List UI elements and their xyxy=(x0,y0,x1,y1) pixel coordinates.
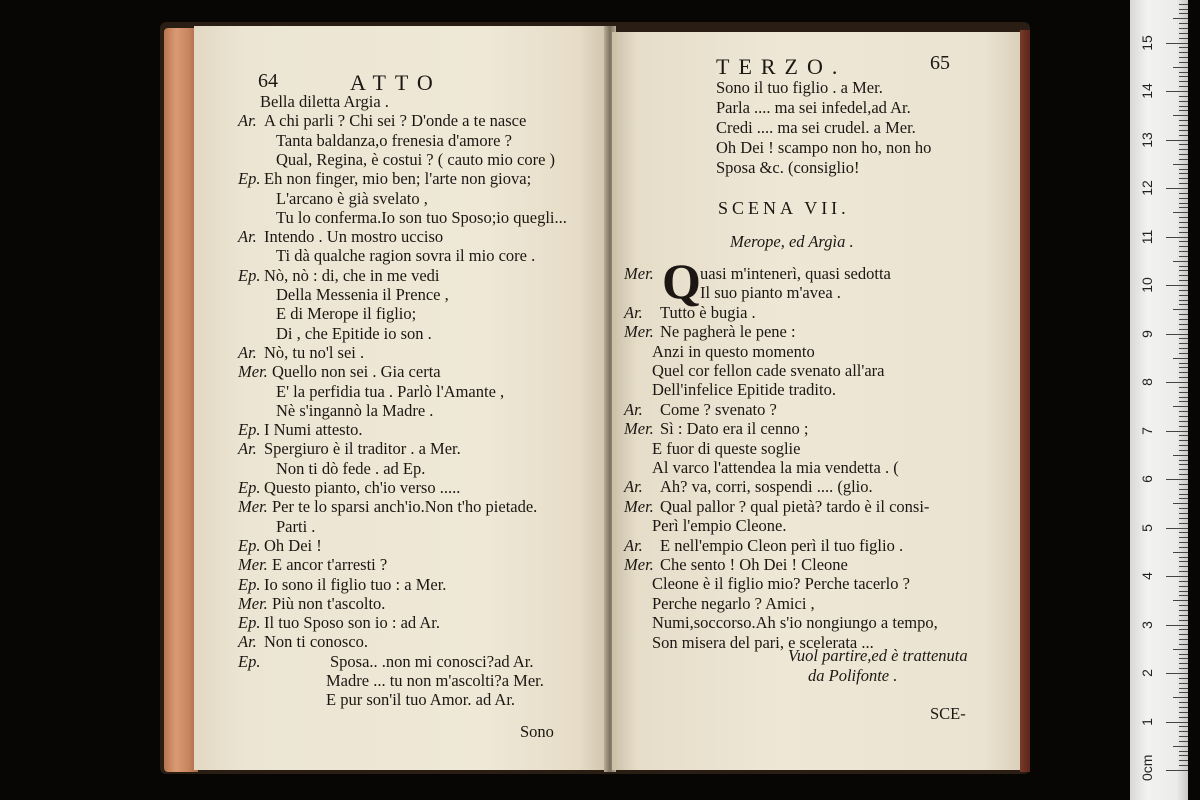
ruler-tick xyxy=(1179,678,1188,679)
ruler-tick xyxy=(1179,542,1188,543)
ruler-tick xyxy=(1179,484,1188,485)
ruler-tick xyxy=(1166,43,1188,44)
ruler-tick xyxy=(1179,159,1188,160)
ruler-tick xyxy=(1179,610,1188,611)
speaker-label: Mer. xyxy=(238,362,268,382)
verse-text: Tanta baldanza,o frenesia d'amore ? xyxy=(276,130,512,150)
verse-text: Come ? svenato ? xyxy=(660,399,777,419)
ruler-tick xyxy=(1179,615,1188,616)
ruler-tick xyxy=(1179,634,1188,635)
verse-text: Al varco l'attendea la mia vendetta . ( xyxy=(652,458,899,477)
ruler-tick xyxy=(1179,765,1188,766)
verse-text: Ah? va, corri, sospendi .... (glio. xyxy=(660,477,873,497)
ruler-tick xyxy=(1179,605,1188,606)
ruler-tick xyxy=(1179,28,1188,29)
ruler-tick xyxy=(1179,760,1188,761)
verse-text: Eh non finger, mio ben; l'arte non giova; xyxy=(264,169,532,189)
speaker-label: Mer. xyxy=(238,497,268,517)
ruler-tick xyxy=(1179,222,1188,223)
ruler-tick xyxy=(1179,392,1188,393)
ruler-tick xyxy=(1179,464,1188,465)
ruler-tick xyxy=(1166,91,1188,92)
ruler-tick xyxy=(1173,115,1188,116)
speaker-label: Mer. xyxy=(624,419,654,439)
ruler-tick xyxy=(1166,528,1188,529)
verse-text: Ti dà qualche ragion sovra il mio core . xyxy=(276,246,536,266)
ruler-tick xyxy=(1179,532,1188,533)
ruler-tick xyxy=(1179,300,1188,301)
ruler-tick xyxy=(1179,173,1188,174)
verse-text: Sì : Dato era il cenno ; xyxy=(660,419,809,439)
ruler-tick xyxy=(1179,658,1188,659)
ruler-tick xyxy=(1179,692,1188,693)
right-top-line: Credi .... ma sei crudel. a Mer. xyxy=(716,118,916,137)
ruler-tick xyxy=(1179,183,1188,184)
ruler-tick xyxy=(1179,178,1188,179)
ruler-tick xyxy=(1179,629,1188,630)
ruler-tick xyxy=(1173,649,1188,650)
ruler-tick xyxy=(1166,722,1188,723)
ruler-tick xyxy=(1179,460,1188,461)
ruler-number: 0cm xyxy=(1139,754,1155,781)
verse-text: Sposa.. .non mi conosci?ad Ar. xyxy=(330,651,534,671)
ruler-tick xyxy=(1179,421,1188,422)
ruler-tick xyxy=(1166,431,1188,432)
ruler-tick xyxy=(1173,503,1188,504)
ruler-tick xyxy=(1179,702,1188,703)
ruler-tick xyxy=(1179,270,1188,271)
ruler-tick xyxy=(1179,275,1188,276)
ruler-tick xyxy=(1179,755,1188,756)
speaker-label: Ep. xyxy=(238,420,261,440)
ruler-tick xyxy=(1179,130,1188,131)
stage-direction-line-1: Vuol partire,ed è trattenuta xyxy=(788,646,968,665)
ruler-tick xyxy=(1166,479,1188,480)
ruler-number: 4 xyxy=(1139,572,1155,580)
verse-text: Cleone è il figlio mio? Perche tacerlo ? xyxy=(652,574,910,594)
ruler-tick xyxy=(1166,625,1188,626)
ruler-tick xyxy=(1179,9,1188,10)
ruler-tick xyxy=(1179,717,1188,718)
ruler-tick xyxy=(1179,256,1188,257)
ruler-tick xyxy=(1179,251,1188,252)
ruler-tick xyxy=(1179,663,1188,664)
scene-title: SCENA VII. xyxy=(718,198,850,218)
ruler-tick xyxy=(1179,518,1188,519)
verse-text: Questo pianto, ch'io verso ..... xyxy=(264,478,461,497)
ruler-tick xyxy=(1179,712,1188,713)
verse-text: Non ti dò fede . ad Ep. xyxy=(276,458,426,478)
ruler-number: 9 xyxy=(1139,329,1155,338)
verse-text: I Numi attesto. xyxy=(264,420,363,440)
speaker-label: Ep. xyxy=(238,535,261,555)
ruler-tick xyxy=(1179,639,1188,640)
stage-direction-line-2: da Polifonte . xyxy=(808,666,898,685)
verse-text: Bella diletta Argia . xyxy=(260,92,389,111)
ruler-tick xyxy=(1179,557,1188,558)
ruler-tick xyxy=(1179,106,1188,107)
ruler-tick xyxy=(1179,135,1188,136)
ruler-tick xyxy=(1179,397,1188,398)
ruler-tick xyxy=(1179,120,1188,121)
verse-text: Della Messenia il Prence , xyxy=(276,285,449,304)
speaker-label: Ar. xyxy=(624,535,643,555)
verse-text: E ancor t'arresti ? xyxy=(272,555,388,575)
ruler-tick xyxy=(1179,426,1188,427)
speaker-label: Ep. xyxy=(238,574,261,594)
speaker-label: Ar. xyxy=(238,227,257,247)
ruler-tick xyxy=(1179,33,1188,34)
verse-text: Nè s'ingannò la Madre . xyxy=(276,400,434,420)
verse-text: Di , che Epitide io son . xyxy=(276,323,432,343)
left-page xyxy=(194,26,608,770)
ruler-tick xyxy=(1179,561,1188,562)
ruler-tick xyxy=(1179,363,1188,364)
ruler-tick xyxy=(1179,474,1188,475)
speaker-label: Ar. xyxy=(624,399,643,419)
verse-text: Più non t'ascolto. xyxy=(272,593,386,613)
ruler-tick xyxy=(1179,372,1188,373)
ruler-tick xyxy=(1179,149,1188,150)
verse-text: Tu lo conferma.Io son tuo Sposo;io quegli... xyxy=(276,207,567,227)
verse-text: E pur son'il tuo Amor. ad Ar. xyxy=(326,690,516,710)
measuring-ruler xyxy=(1130,0,1188,800)
speaker-label: Ar. xyxy=(238,632,257,652)
speaker-label: Ep. xyxy=(238,613,261,633)
ruler-tick xyxy=(1179,47,1188,48)
ruler-tick xyxy=(1179,688,1188,689)
speaker-label: Mer. xyxy=(624,496,654,516)
ruler-tick xyxy=(1179,411,1188,412)
right-top-line: Sono il tuo figlio . a Mer. xyxy=(716,78,883,97)
ruler-tick xyxy=(1179,4,1188,5)
verse-text: Nò, nò : di, che in me vedi xyxy=(264,265,440,285)
ruler-tick xyxy=(1179,280,1188,281)
ruler-tick xyxy=(1179,295,1188,296)
verse-text: Numi,soccorso.Ah s'io nongiungo a tempo, xyxy=(652,613,938,633)
speaker-label: Ar. xyxy=(238,439,257,459)
right-top-line: Sposa &c. (consiglio! xyxy=(716,158,860,177)
ruler-tick xyxy=(1173,67,1188,68)
verse-text: Son misera del pari, e scelerata ... xyxy=(652,632,874,652)
speaker-label: Ar. xyxy=(238,111,257,131)
ruler-tick xyxy=(1179,387,1188,388)
ruler-tick xyxy=(1173,746,1188,747)
ruler-tick xyxy=(1179,23,1188,24)
ruler-tick xyxy=(1179,469,1188,470)
ruler-tick xyxy=(1179,498,1188,499)
ruler-tick xyxy=(1179,644,1188,645)
ruler-number: 3 xyxy=(1139,620,1155,629)
ruler-tick xyxy=(1179,52,1188,53)
ruler-number: 11 xyxy=(1139,229,1155,244)
verse-text: Per te lo sparsi anch'io.Non t'ho pietade. xyxy=(272,497,538,517)
ruler-tick xyxy=(1179,571,1188,572)
ruler-tick xyxy=(1179,207,1188,208)
ruler-number: 6 xyxy=(1139,475,1155,483)
verse-text: Intendo . Un mostro ucciso xyxy=(264,227,444,247)
ruler-tick xyxy=(1179,169,1188,170)
ruler-tick xyxy=(1179,324,1188,325)
verse-text: E' la perfidia tua . Parlò l'Amante , xyxy=(276,381,505,401)
verse-text: Quel cor fellon cade svenato all'ara xyxy=(652,361,885,380)
ruler-tick xyxy=(1179,193,1188,194)
ruler-tick xyxy=(1179,198,1188,199)
ruler-tick xyxy=(1179,217,1188,218)
ruler-tick xyxy=(1179,736,1188,737)
ruler-tick xyxy=(1173,18,1188,19)
ruler-tick xyxy=(1179,338,1188,339)
ruler-tick xyxy=(1179,329,1188,330)
left-running-head: ATTO xyxy=(350,70,442,95)
verse-text: E nell'empio Cleon perì il tuo figlio . xyxy=(660,535,904,555)
ruler-tick xyxy=(1179,751,1188,752)
speaker-label: Ar. xyxy=(624,302,643,322)
ruler-tick xyxy=(1179,741,1188,742)
ruler-tick xyxy=(1166,576,1188,577)
speaker-label: Mer. xyxy=(238,593,268,613)
ruler-tick xyxy=(1179,246,1188,247)
ruler-tick xyxy=(1173,358,1188,359)
ruler-tick xyxy=(1179,304,1188,305)
ruler-tick xyxy=(1179,232,1188,233)
ruler-tick xyxy=(1173,406,1188,407)
ruler-tick xyxy=(1166,140,1188,141)
ruler-tick xyxy=(1179,683,1188,684)
speaker-label: Ar. xyxy=(624,477,643,497)
ruler-tick xyxy=(1179,566,1188,567)
ruler-number: 7 xyxy=(1139,426,1155,435)
ruler-tick xyxy=(1179,508,1188,509)
verse-text: Io sono il figlio tuo : a Mer. xyxy=(264,574,447,594)
ruler-tick xyxy=(1179,668,1188,669)
verse-text: Spergiuro è il traditor . a Mer. xyxy=(264,439,461,459)
ruler-tick xyxy=(1179,314,1188,315)
ruler-tick xyxy=(1179,547,1188,548)
ruler-tick xyxy=(1173,552,1188,553)
verse-text: Parti . xyxy=(276,516,316,536)
ruler-tick xyxy=(1179,62,1188,63)
scene-characters: Merope, ed Argìa . xyxy=(730,232,854,251)
ruler-tick xyxy=(1173,455,1188,456)
ruler-tick xyxy=(1179,86,1188,87)
page-edges xyxy=(164,28,198,772)
speaker-label: Ar. xyxy=(238,342,257,362)
verse-text: Anzi in questo momento xyxy=(652,341,815,361)
ruler-tick xyxy=(1179,227,1188,228)
ruler-tick xyxy=(1166,334,1188,335)
ruler-tick xyxy=(1173,164,1188,165)
speaker-label: Mer. xyxy=(238,555,268,575)
verse-text: Non ti conosco. xyxy=(264,632,369,652)
ruler-tick xyxy=(1179,595,1188,596)
ruler-tick xyxy=(1179,266,1188,267)
ruler-tick xyxy=(1179,348,1188,349)
speaker-label: Ep. xyxy=(238,265,261,285)
ruler-tick xyxy=(1173,261,1188,262)
ruler-tick xyxy=(1179,72,1188,73)
ruler-tick xyxy=(1179,57,1188,58)
ruler-number: 2 xyxy=(1139,669,1155,677)
ruler-tick xyxy=(1179,591,1188,592)
verse-text: L'arcano è già svelato , xyxy=(276,188,428,208)
verse-text: E fuor di queste soglie xyxy=(652,438,801,458)
verse-text: Perì l'empio Cleone. xyxy=(652,516,787,536)
ruler-tick xyxy=(1173,697,1188,698)
ruler-tick xyxy=(1179,38,1188,39)
right-top-line: Parla .... ma sei infedel,ad Ar. xyxy=(716,98,911,117)
verse-text: A chi parli ? Chi sei ? D'onde a te nasce xyxy=(264,111,527,131)
ruler-tick xyxy=(1179,581,1188,582)
ruler-tick xyxy=(1179,81,1188,82)
ruler-tick xyxy=(1179,13,1188,14)
verse-text: Quello non sei . Gia certa xyxy=(272,362,441,382)
verse-text: Dell'infelice Epitide tradito. xyxy=(652,380,836,400)
ruler-tick xyxy=(1179,435,1188,436)
ruler-number: 15 xyxy=(1139,34,1155,51)
ruler-tick xyxy=(1179,125,1188,126)
ruler-tick xyxy=(1179,241,1188,242)
verse-text: Perche negarlo ? Amici , xyxy=(652,593,815,613)
ruler-tick xyxy=(1179,537,1188,538)
drop-cap: Q xyxy=(662,253,701,309)
verse-text: Che sento ! Oh Dei ! Cleone xyxy=(660,555,848,574)
ruler-tick xyxy=(1166,237,1188,238)
ruler-tick xyxy=(1179,731,1188,732)
ruler-number: 13 xyxy=(1139,131,1155,148)
left-page-number: 64 xyxy=(258,70,278,92)
right-page xyxy=(612,32,1024,770)
right-running-head: TERZO. xyxy=(716,54,847,79)
ruler-tick xyxy=(1179,110,1188,111)
ruler-number: 10 xyxy=(1139,277,1155,293)
ruler-tick xyxy=(1179,620,1188,621)
ruler-tick xyxy=(1173,212,1188,213)
right-top-line: Oh Dei ! scampo non ho, non ho xyxy=(716,138,932,157)
speaker-label: Ep. xyxy=(238,169,261,189)
ruler-tick xyxy=(1179,586,1188,587)
speaker-label: Mer. xyxy=(624,555,654,574)
verse-text: E di Merope il figlio; xyxy=(276,304,417,324)
verse-text: Qual, Regina, è costui ? ( cauto mio core ) xyxy=(276,149,556,169)
right-catchword: SCE- xyxy=(930,704,966,723)
ruler-number: 5 xyxy=(1139,523,1155,532)
ruler-tick xyxy=(1166,188,1188,189)
ruler-tick xyxy=(1179,450,1188,451)
ruler-tick xyxy=(1179,203,1188,204)
ruler-tick xyxy=(1166,382,1188,383)
ruler-tick xyxy=(1179,726,1188,727)
ruler-tick xyxy=(1179,290,1188,291)
verse-text: Oh Dei ! xyxy=(264,535,322,555)
left-catchword: Sono xyxy=(520,722,554,741)
ruler-tick xyxy=(1179,76,1188,77)
ruler-tick xyxy=(1166,285,1188,286)
speaker-label: Mer. xyxy=(624,264,654,283)
ruler-tick xyxy=(1166,770,1188,771)
verse-text: Madre ... tu non m'ascolti?a Mer. xyxy=(326,671,544,690)
ruler-tick xyxy=(1179,513,1188,514)
ruler-number: 12 xyxy=(1139,180,1155,196)
ruler-tick xyxy=(1179,494,1188,495)
ruler-tick xyxy=(1179,401,1188,402)
ruler-tick xyxy=(1179,319,1188,320)
ruler-tick xyxy=(1179,144,1188,145)
verse-text: Tutto è bugia . xyxy=(660,302,756,322)
ruler-tick xyxy=(1179,353,1188,354)
ruler-tick xyxy=(1179,654,1188,655)
ruler-tick xyxy=(1166,673,1188,674)
ruler-tick xyxy=(1179,416,1188,417)
ruler-number: 8 xyxy=(1139,378,1155,386)
ruler-number: 1 xyxy=(1139,717,1155,726)
speaker-label: Ep. xyxy=(238,651,261,671)
verse-text: Nò, tu no'l sei . xyxy=(264,342,365,362)
ruler-number: 14 xyxy=(1139,83,1155,99)
ruler-tick xyxy=(1179,489,1188,490)
ruler-tick xyxy=(1173,600,1188,601)
ruler-tick xyxy=(1179,440,1188,441)
ruler-tick xyxy=(1179,367,1188,368)
verse-text: Il tuo Sposo son io : ad Ar. xyxy=(264,613,441,633)
verse-text: Qual pallor ? qual pietà? tardo è il consi- xyxy=(660,496,930,516)
ruler-tick xyxy=(1179,96,1188,97)
ruler-tick xyxy=(1179,707,1188,708)
speaker-label: Mer. xyxy=(624,322,654,342)
ruler-tick xyxy=(1179,154,1188,155)
ruler-tick xyxy=(1179,523,1188,524)
speaker-label: Ep. xyxy=(238,478,261,497)
back-cover-edge xyxy=(1020,30,1030,772)
ruler-tick xyxy=(1173,309,1188,310)
ruler-tick xyxy=(1179,343,1188,344)
verse-text: uasi m'intenerì, quasi sedotta xyxy=(700,264,891,283)
ruler-tick xyxy=(1179,377,1188,378)
ruler-tick xyxy=(1179,101,1188,102)
verse-text: Il suo pianto m'avea . xyxy=(700,283,841,303)
ruler-tick xyxy=(1179,445,1188,446)
right-page-number: 65 xyxy=(930,52,950,74)
verse-text: Ne pagherà le pene : xyxy=(660,322,796,342)
